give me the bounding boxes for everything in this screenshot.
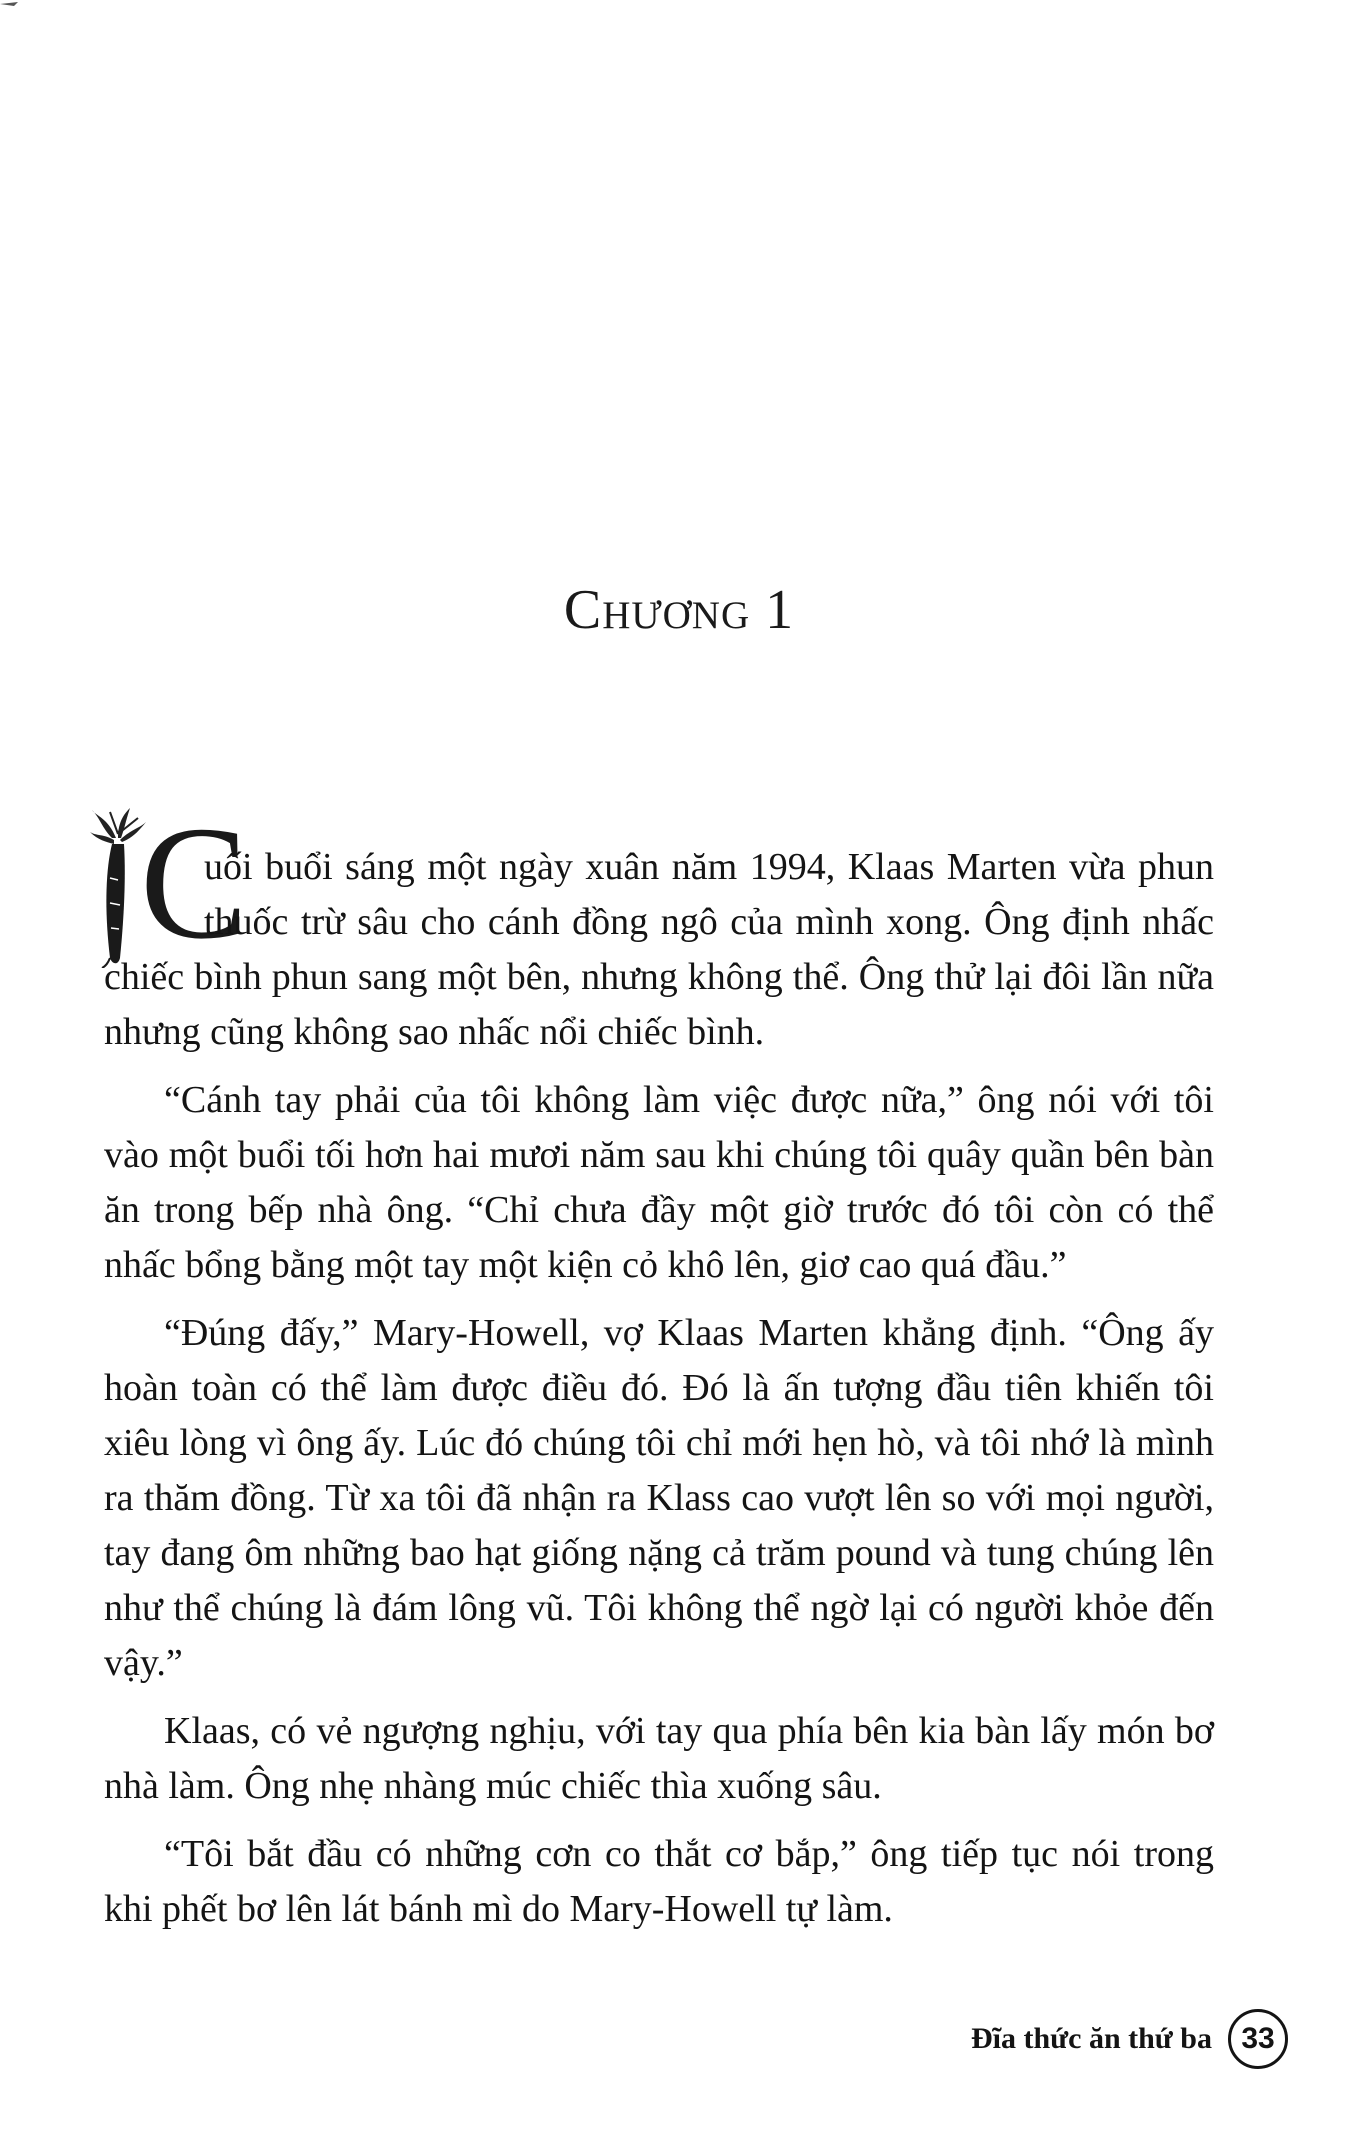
paragraph: Klaas, có vẻ ngượng nghịu, với tay qua phía bên kia bàn lấy món bơ nhà làm. Ông nhẹ nhàng múc chiếc thìa xuống sâu. bbox=[104, 1710, 1214, 1807]
paragraph: “Đúng đấy,” Mary-Howell, vợ Klaas Marten khẳng định. “Ông ấy hoàn toàn có thể làm được điều đó. Đó là ấn tượng đầu tiên khiến tôi xiêu lòng vì ông ấy. Lúc đó chúng tôi chỉ mới hẹn hò, và tôi nhớ là mình ra thăm đồng. Từ xa tôi đã nhận ra Klass cao vượt lên so với mọi người, tay đang ôm những bao hạt giống nặng cả trăm pound và tung chúng lên như thể chúng là đám lông vũ. Tôi không thể ngờ lại có người khỏe đến vậy.” bbox=[104, 1312, 1214, 1684]
chapter-body bbox=[104, 840, 1214, 1950]
running-footer-title: Đĩa thức ăn thứ ba bbox=[970, 2022, 1212, 2055]
paragraph bbox=[104, 840, 1214, 1060]
paragraph: “Tôi bắt đầu có những cơn co thắt cơ bắp,” ông tiếp tục nói trong khi phết bơ lên lát bánh mì do Mary-Howell tự làm. bbox=[104, 1833, 1214, 1930]
chapter-title: Chương 1 bbox=[563, 579, 795, 641]
page-footer bbox=[971, 2004, 1288, 2074]
corner-scan-mark bbox=[0, 0, 30, 20]
paragraph: “Cánh tay phải của tôi không làm việc được nữa,” ông nói với tôi vào một buổi tối hơn hai mươi năm sau khi chúng tôi quây quần bên bàn ăn trong bếp nhà ông. “Chỉ chưa đầy một giờ trước đó tôi còn có thể nhấc bổng bằng một tay một kiện cỏ khô lên, giơ cao quá đầu.” bbox=[104, 1079, 1214, 1286]
paragraph-text: uối buổi sáng một ngày xuân năm 1994, Klaas Marten vừa phun thuốc trừ sâu cho cánh đồng ngô của mình xong. Ông định nhấc chiếc bình phun sang một bên, nhưng không thể. Ông thử lại đôi lần nữa nhưng cũng không sao nhấc nổi chiếc bình. bbox=[104, 846, 1214, 1053]
drop-cap-letter: C bbox=[140, 794, 249, 973]
page-number: 33 bbox=[1228, 2009, 1288, 2069]
drop-cap-space bbox=[104, 840, 204, 940]
